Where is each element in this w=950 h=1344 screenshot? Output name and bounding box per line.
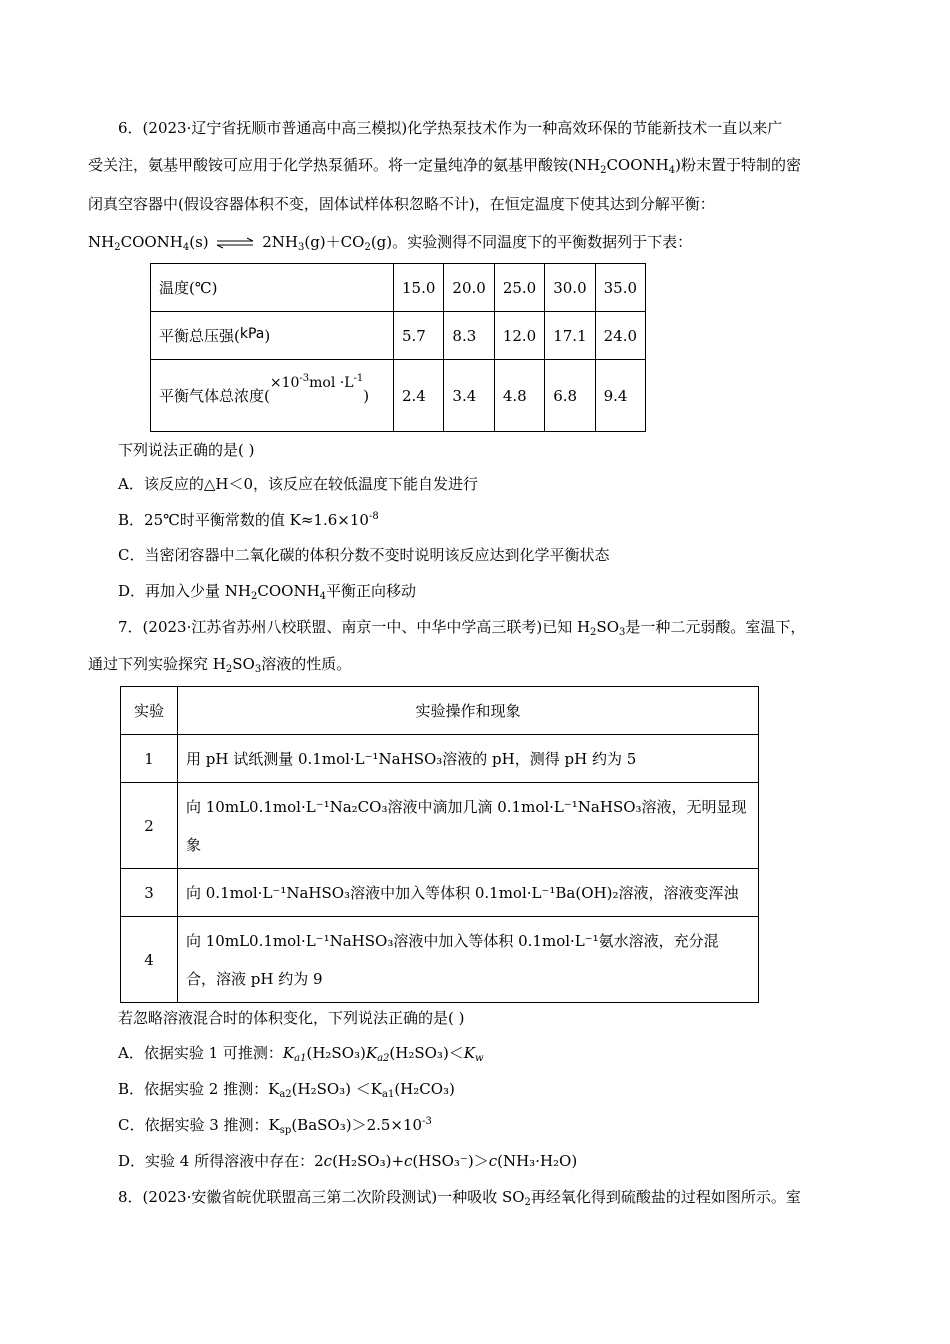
table-cell: 6.8: [545, 360, 595, 432]
table-row: [121, 735, 759, 783]
header-experiment: 实验: [121, 687, 178, 735]
table-row: [121, 917, 759, 1003]
q6-equation: $NH_2COONH_4(s)$ $2NH_3(g)+CO_2(g)$。实验测得不同温度下的平衡数据列于下表：: [88, 233, 693, 253]
q7-prompt: 若忽略溶液混合时的体积变化，下列说法正确的是( ): [118, 1009, 465, 1027]
equilibrium-data-table: [150, 263, 646, 432]
table-cell: 向 10mL0.1mol·L⁻¹NaHSO₃溶液中加入等体积 0.1mol·L⁻¹氨水溶液，充分混 合，溶液 pH 约为 9: [178, 917, 759, 1003]
table-cell: 25.0: [494, 264, 544, 312]
table-cell: 用 pH 试纸测量 0.1mol·L⁻¹NaHSO₃溶液的 pH，测得 pH 约为 5: [178, 735, 759, 783]
table-cell: 1: [121, 735, 178, 783]
table-cell: 5.7: [394, 312, 444, 360]
row-label-temperature: 温度(℃): [151, 264, 394, 312]
table-row: [151, 360, 646, 432]
table-cell: 3.4: [444, 360, 494, 432]
table-cell: 9.4: [595, 360, 645, 432]
q6-option-d: D．再加入少量 $NH_2COONH_4$平衡正向移动: [118, 582, 417, 602]
q7-line-2: 通过下列实验探究 $H_2SO_3$溶液的性质。: [88, 655, 352, 675]
table-row: [151, 264, 646, 312]
table-cell: 17.1: [545, 312, 595, 360]
table-cell: 2: [121, 783, 178, 869]
table-cell: 8.3: [444, 312, 494, 360]
table-row: [121, 783, 759, 869]
table-cell: 35.0: [595, 264, 645, 312]
table-header: [121, 687, 759, 735]
table-cell: 30.0: [545, 264, 595, 312]
table-cell: 12.0: [494, 312, 544, 360]
table-cell: 4: [121, 917, 178, 1003]
q7-option-a: A．依据实验 1 可推测：$K_{a1}(H_2SO_3)K_{a2}(H_2SO_3)<K_w$: [118, 1044, 484, 1064]
q7-option-c: C．依据实验 3 推测：$K_{sp}(BaSO_3)>2.5\times 10^{-3}$: [118, 1116, 432, 1136]
q6-option-c: C．当密闭容器中二氧化碳的体积分数不变时说明该反应达到化学平衡状态: [118, 546, 610, 564]
q8-line-1: 8．(2023·安徽省皖优联盟高三第二次阶段测试)一种吸收 $SO_2$再经氧化得到硫酸盐的过程如图所示。室: [118, 1188, 801, 1208]
q6-line-2: 受关注，氨基甲酸铵可应用于化学热泵循环。将一定量纯净的氨基甲酸铵$(NH_2COONH_4)$粉末置于特制的密: [88, 156, 801, 176]
q6-prompt: 下列说法正确的是( ): [118, 441, 255, 459]
header-operation: 实验操作和现象: [178, 687, 759, 735]
row-label-pressure: 平衡总压强(kPa): [151, 312, 394, 360]
table-cell: 2.4: [394, 360, 444, 432]
table-cell: 4.8: [494, 360, 544, 432]
experiment-table: [120, 686, 759, 1003]
table-cell: 15.0: [394, 264, 444, 312]
table-cell: 向 0.1mol·L⁻¹NaHSO₃溶液中加入等体积 0.1mol·L⁻¹Ba(OH)₂溶液，溶液变浑浊: [178, 869, 759, 917]
table-row: [151, 312, 646, 360]
table-cell: 向 10mL0.1mol·L⁻¹Na₂CO₃溶液中滴加几滴 0.1mol·L⁻¹NaHSO₃溶液，无明显现 象: [178, 783, 759, 869]
table-cell: 20.0: [444, 264, 494, 312]
q7-option-d: D．实验 4 所得溶液中存在：2c(H₂SO₃)+c(HSO₃⁻)＞c(NH₃·H₂O): [118, 1152, 578, 1170]
equilibrium-arrow-icon: [215, 237, 255, 249]
q6-option-b: B．25℃时平衡常数的值 $K\approx 1.6\times 10^{-8}$: [118, 511, 379, 529]
q6-option-a: A．该反应的△H＜0，该反应在较低温度下能自发进行: [118, 475, 478, 493]
table-cell: 24.0: [595, 312, 645, 360]
table-cell: 3: [121, 869, 178, 917]
table-row: [121, 869, 759, 917]
q7-option-b: B．依据实验 2 推测：$K_{a2}(H_2SO_3) <K_{a1}(H_2CO_3)$: [118, 1080, 455, 1100]
q6-line-3: 闭真空容器中(假设容器体积不变，固体试样体积忽略不计)，在恒定温度下使其达到分解平衡：: [88, 195, 715, 213]
q6-line-1: 6．(2023·辽宁省抚顺市普通高中高三模拟)化学热泵技术作为一种高效环保的节能新技术一直以来广: [118, 119, 783, 137]
row-label-concentration: 平衡气体总浓度$(\times 10^{-3}mol \cdot L^{-1})$: [151, 360, 394, 432]
q7-line-1: 7．(2023·江苏省苏州八校联盟、南京一中、中华中学高三联考)已知 $H_2SO_3$是一种二元弱酸。室温下，: [118, 618, 806, 638]
